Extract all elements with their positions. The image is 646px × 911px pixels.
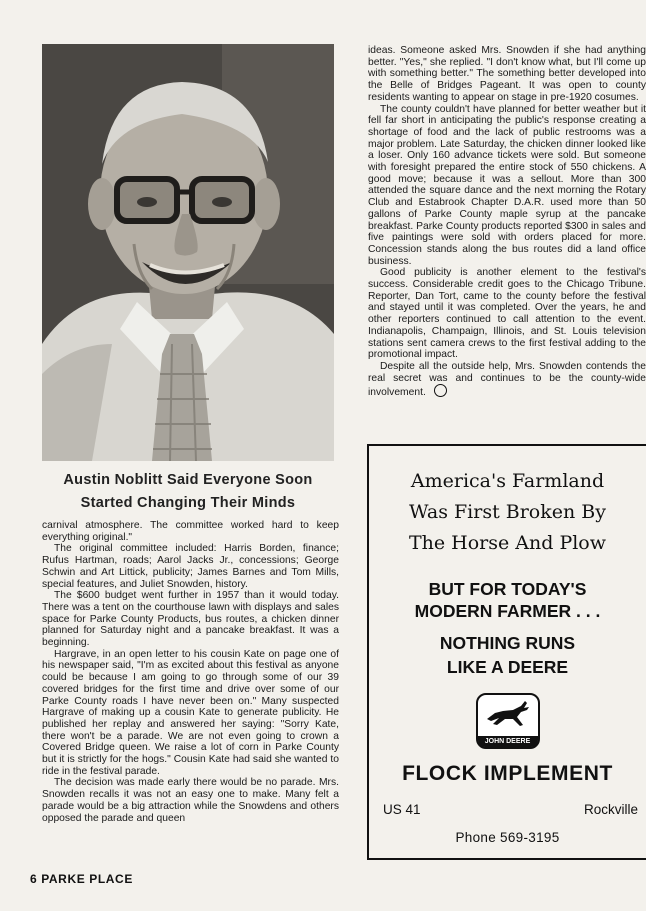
- ad-headline-line: Was First Broken By: [409, 501, 606, 523]
- ad-tagline-line: LIKE A DEERE: [446, 657, 569, 677]
- photo-caption: [42, 469, 334, 515]
- ad-subhead-line: MODERN FARMER . . .: [414, 601, 601, 621]
- ad-tagline-line: NOTHING RUNS: [439, 633, 576, 653]
- paragraph: The original committee included: Harris Borden, finance; Rufus Hartman, roads; Aarol Jacks Jr., concessions; George Schwin and Art Littick, publicity; James Barnes and Tom Mills, special features, and Juliet Snowden, history.: [42, 543, 339, 590]
- ad-tagline: [369, 631, 646, 679]
- ad-headline-line: The Horse And Plow: [408, 532, 607, 554]
- paragraph: Hargrave, in an open letter to his cousin Kate on page one of his newspaper said, "I'm as excited about this festival as anyone could be because I am going to go through some of our 39 covered bridges for the first time and drive over some of our Parke County roads I have never been on." Many suspected Hargrave of making up a cousin Kate to generate publicity. He published her replay and answered her saying: "Sorry Kate, there won't be a parade. We are not even going to crown a Covered Bridge queen. We raise a lot of corn in Parke County but it is strictly for the hogs." Cousin Kate had said she wanted to ride in the festival parade.: [42, 648, 339, 777]
- dealer-phone: Phone 569-3195: [455, 830, 560, 845]
- leaping-deer-icon: [483, 697, 533, 731]
- logo-text: JOHN DEERE: [478, 736, 538, 747]
- paragraph: The decision was made early there would be no parade. Mrs. Snowden recalls it was not an easy one to make. Many felt a parade would be a big attraction while the Snowdens and others opposed the parade and queen: [42, 777, 339, 824]
- end-mark-icon: [434, 384, 447, 397]
- page-footer: 6 PARKE PLACE: [30, 872, 133, 886]
- ad-headline: [369, 466, 646, 559]
- dealer-town: Rockville: [583, 802, 638, 817]
- caption-line-1: Austin Noblitt Said Everyone Soon: [63, 472, 313, 488]
- paragraph: Good publicity is another element to the festival's success. Considerable credit goes to the Chicago Tribune. Reporter, Dan Tort, came to the county before the festival and stayed until it was completed. Over the years, he and other reporters continued to call attention to the event. Indianapolis, Champaign, Illinois, and St. Louis television stations sent camera crews to the first festival adding to the promotional impact.: [368, 267, 646, 361]
- article-column-left: [42, 520, 339, 870]
- paragraph: The $600 budget went further in 1957 than it would today. There was a tent on the courthouse lawn with displays and sales space for Parke County Products, bus routes, a chicken dinner planned for Saturday night and a pancake breakfast. It was a beginning.: [42, 590, 339, 649]
- ad-subhead: [369, 578, 646, 622]
- dealer-name: FLOCK IMPLEMENT: [402, 762, 613, 785]
- paragraph: The county couldn't have planned for better weather but it fell far short in anticipating the public's response creating a shortage of food and the lack of public restrooms was a major problem. Late Saturday, the chicken dinner looked like a loser. Only 160 advance tickets were sold. But someone with foresight prepared the entire stock of 550 chickens. A good move; because it was a sellout. More than 300 attended the square dance and the next morning the Rotary Club and Estabrook Chapter D.A.R. used more than 50 gallons of Parke County maple syrup at the pancake breakfast. Parke County products reported $300 in sales and five paintings were sold with orders placed for more. Concession stands along the bus routes did a land office business.: [368, 103, 646, 267]
- dealer-route: US 41: [383, 802, 421, 817]
- paragraph: carnival atmosphere. The committee worked hard to keep everything original.": [42, 520, 339, 543]
- article-column-right: [368, 45, 646, 430]
- ad-headline-line: America's Farmland: [410, 470, 605, 492]
- paragraph: ideas. Someone asked Mrs. Snowden if she had anything better. "Yes," she replied. "I don't know what, but I'll come up with something better." The something better developed into the Belle of Bridges Pageant. It was open to county residents wanting to appear on stage in pre-1920 cosumes.: [368, 45, 646, 103]
- john-deere-logo-icon: [476, 693, 540, 749]
- paragraph-final-text: Despite all the outside help, Mrs. Snowden contends the real secret was and continues to be the county-wide involvement.: [368, 360, 646, 399]
- ad-subhead-line: BUT FOR TODAY'S: [428, 579, 587, 599]
- paragraph-final: [368, 361, 646, 399]
- caption-line-2: Started Changing Their Minds: [80, 495, 296, 511]
- portrait-photo: [42, 44, 334, 461]
- john-deere-advertisement: [367, 444, 646, 860]
